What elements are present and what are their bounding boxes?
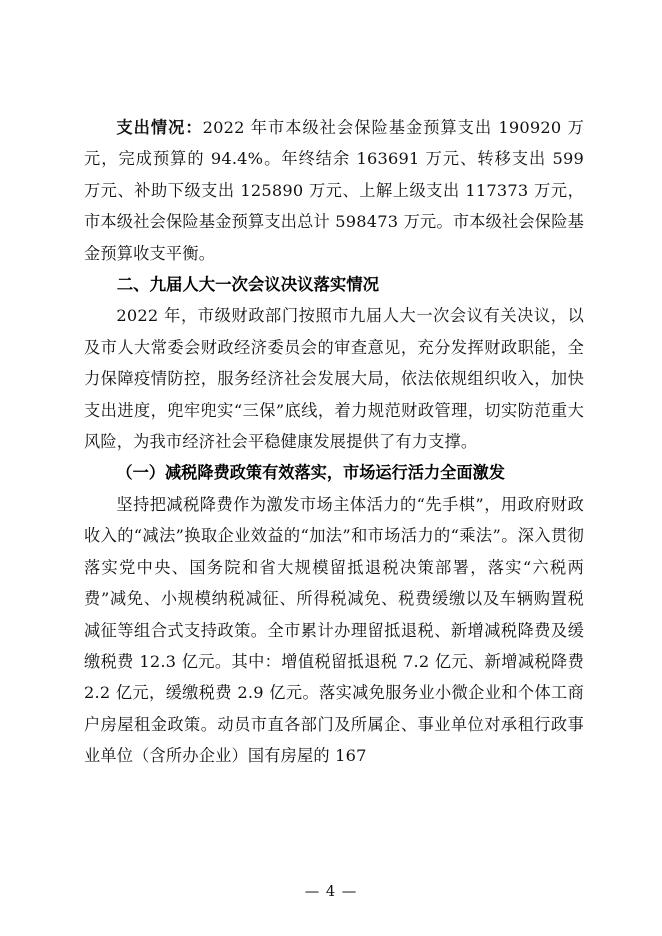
paragraph-resolution-implementation: 2022 年，市级财政部门按照市九届人大一次会议有关决议，以及市人大常委会财政经济委员会的审查意见，充分发挥财政职能，全力保障疫情防控，服务经济社会发展大局，依法依规组织收入，加快支出进度，兜牢兜实“三保”底线，着力规范财政管理，切实防范重大风险，为我市经济社会平稳健康发展提供了有力支撑。 [84,306,584,452]
paragraph-expenditure [84,112,584,269]
page-number: — 4 — [304,884,358,900]
paragraph-lead-label: 支出情况： [116,118,203,137]
section-heading-two: 二、九届人大一次会议决议落实情况 [116,275,380,295]
document-body [84,112,584,772]
paragraph-tax-reduction: 坚持把减税降费作为激发市场主体活力的“先手棋”，用政府财政收入的“减法”换取企业效益的“加法”和市场活力的“乘法”。深入贯彻落实党中央、国务院和省大规模留抵退税决策部署，落实“六税两费”减免、小规模纳税减征、所得税减免、税费缓缴以及车辆购置税减征等组合式支持政策。全市累计办理留抵退税、新增减税降费及缓缴税费 12.3 亿元。其中：增值税留抵退税 7.2 亿元、新增减税降费 2.2 亿元，缓缴税费 2.9 亿元。落实减免服务业小微企业和个体工商户房屋租金政策。动员市直各部门及所属企、事业单位对承租行政事业单位（含所办企业）国有房屋的 167 [84,494,584,766]
paragraph-text: 2022 年市本级社会保险基金预算支出 190920 万元，完成预算的 94.4%。年终结余 163691 万元、转移支出 599 万元、补助下级支出 125890 万元、上解上级支出 117373 万元，市本级社会保险基金预算支出总计 598473 万元。市本级社会保险基金预算收支平衡。 [84,118,584,263]
subsection-heading-one: （一）减税降费政策有效落实，市场运行活力全面激发 [116,463,505,483]
